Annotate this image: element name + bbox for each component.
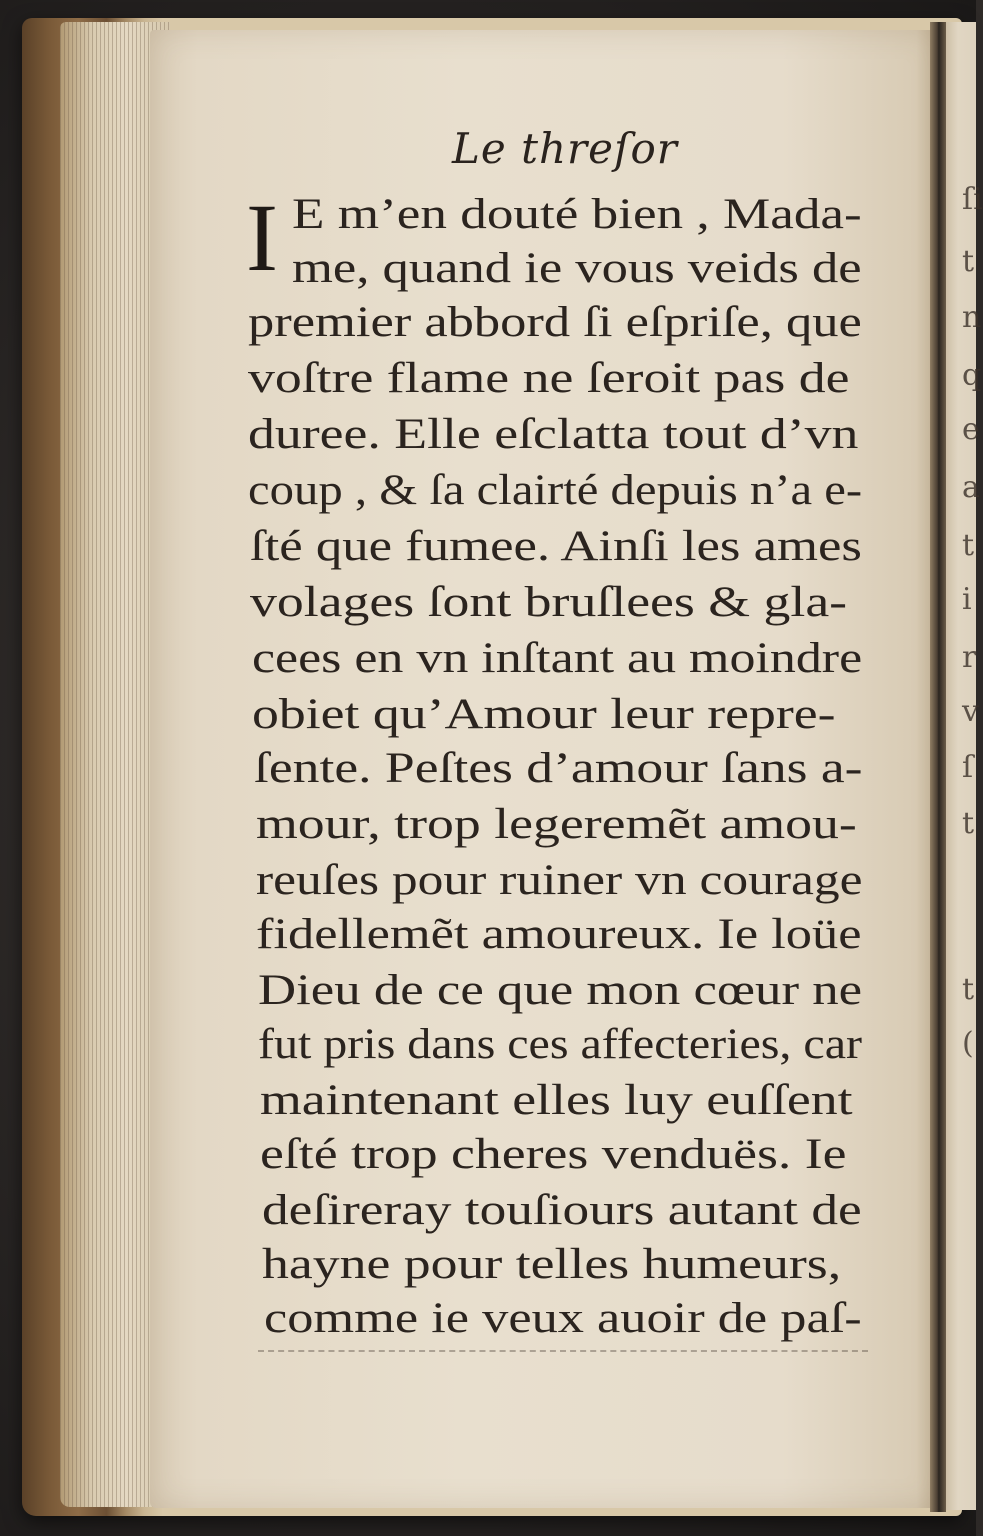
text-line: coup , & ſa clairté depuis n’a e- [248,467,863,514]
facing-glyph: t [962,806,975,841]
text-line: fidellemẽt amoureux. Ie loüe [256,911,862,958]
text-line: maintenant elles luy euſſent [260,1077,853,1124]
text-line: fut pris dans ces affecteries, car [258,1021,863,1068]
facing-glyph: ſi [962,182,983,217]
facing-page-edge [946,22,983,1510]
facing-glyph: a [962,470,980,505]
facing-glyph: i [962,582,972,617]
facing-glyph: t [962,972,975,1007]
text-line: duree. Elle eſclatta tout d’vn [248,411,859,458]
text-line: reuſes pour ruiner vn courage [256,857,863,904]
gutter [930,22,946,1512]
facing-glyph: ( [962,1026,974,1061]
text-line: me, quand ie vous veids de [292,245,862,292]
text-line: comme ie veux auoir de paſ- [264,1295,862,1342]
drop-cap: I [246,184,278,291]
facing-glyph: q [962,358,982,393]
facing-glyph: e [962,412,980,447]
text-line: obiet qu’Amour leur repre- [252,691,836,738]
text-line: ſente. Peſtes d’amour ſans a- [254,745,863,792]
text-line: cees en vn inſtant au moindre [252,635,863,682]
text-line: premier abbord ſi eſpriſe, que [248,299,862,346]
text-line: mour, trop legeremẽt amou- [256,801,857,848]
text-line: volages ſont bruſlees & gla- [250,579,848,626]
text-line: deſireray touſiours autant de [262,1187,862,1234]
text-line: Dieu de ce que mon cœur ne [258,967,863,1014]
facing-glyph: ſ [962,750,974,785]
facing-glyph: v [962,694,979,729]
facing-glyph: t [962,244,975,279]
bottom-rule [258,1350,868,1352]
text-line: eſté trop cheres venduës. Ie [260,1131,847,1178]
facing-glyph: t [962,528,975,563]
text-line: hayne pour telles humeurs, [262,1241,842,1288]
text-line: E m’en douté bien , Mada- [292,191,862,238]
text-line: ſté que fumee. Ainſi les ames [250,523,862,570]
facing-glyph: r [962,640,977,675]
text-line: voſtre flame ne ſeroit pas de [248,355,850,402]
running-head: Le threſor [452,124,678,173]
facing-glyph: n [962,300,982,335]
